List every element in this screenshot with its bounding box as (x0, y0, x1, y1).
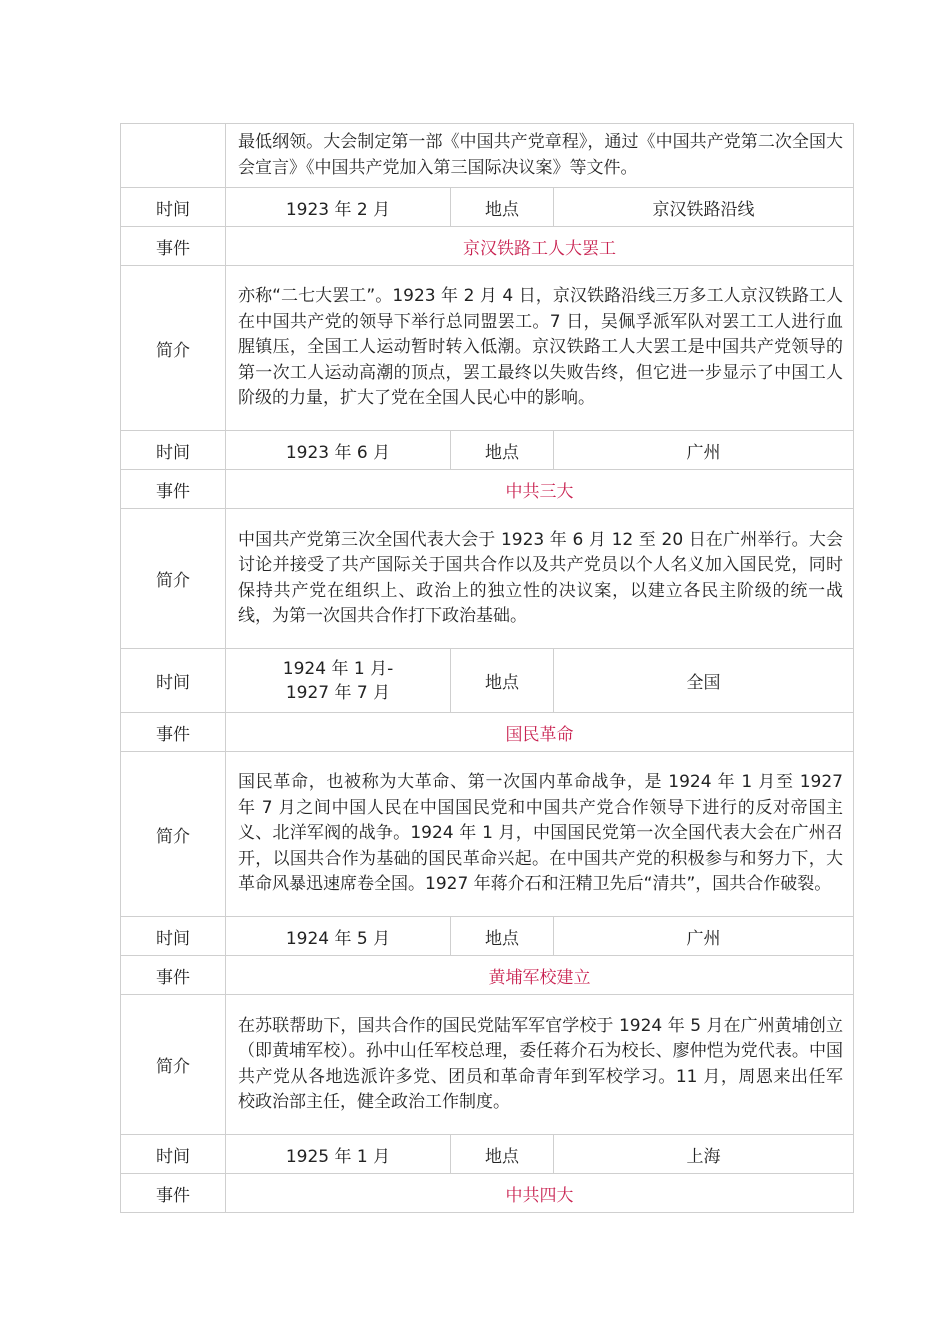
event-title: 国民革命 (225, 712, 854, 752)
intro-row (121, 995, 854, 1135)
intro-label: 简介 (120, 508, 226, 649)
time-label: 时间 (120, 187, 226, 227)
time-value (225, 648, 451, 713)
event-row (121, 956, 854, 995)
place-value: 广州 (553, 916, 854, 956)
place-value: 广州 (553, 430, 854, 470)
intro-text: 在苏联帮助下，国共合作的国民党陆军军官学校于 1924 年 5 月在广州黄埔创立（即黄埔军校）。孙中山任军校总理，委任蒋介石为校长、廖仲恺为党代表。中国共产党从各地选派许多党、团员和革命青年到军校学习。11 月，周恩来出任军校政治部主任，健全政治工作制度。 (225, 994, 854, 1135)
intro-label: 简介 (120, 751, 226, 917)
event-label: 事件 (120, 712, 226, 752)
time-label: 时间 (120, 1134, 226, 1174)
intro-label: 简介 (120, 265, 226, 431)
time-value-line-2: 1927 年 7 月 (285, 682, 391, 703)
place-label: 地点 (450, 648, 554, 713)
time-value: 1923 年 2 月 (225, 187, 451, 227)
time-value: 1923 年 6 月 (225, 430, 451, 470)
place-label: 地点 (450, 187, 554, 227)
intro-row (121, 509, 854, 649)
intro-label: 简介 (120, 994, 226, 1135)
intro-row (121, 752, 854, 917)
timeline-table (121, 124, 854, 1213)
event-label: 事件 (120, 469, 226, 509)
intro-row (121, 266, 854, 431)
event-row (121, 227, 854, 266)
event-row (121, 713, 854, 752)
time-value-line-1: 1924 年 1 月- (282, 658, 394, 679)
event-title: 中共四大 (225, 1173, 854, 1213)
place-label: 地点 (450, 916, 554, 956)
event-title: 黄埔军校建立 (225, 955, 854, 995)
event-title: 京汉铁路工人大罢工 (225, 226, 854, 266)
time-row (121, 431, 854, 470)
continuation-row (121, 124, 854, 188)
intro-text: 亦称“二七大罢工”。1923 年 2 月 4 日，京汉铁路沿线三万多工人京汉铁路工人在中国共产党的领导下举行总同盟罢工。7 日，吴佩孚派军队对罢工工人进行血腥镇压，全国工人运动暂时转入低潮。京汉铁路工人大罢工是中国共产党领导的第一次工人运动高潮的顶点，罢工最终以失败告终，但它进一步显示了中国工人阶级的力量，扩大了党在全国人民心中的影响。 (225, 265, 854, 431)
time-row (121, 649, 854, 713)
time-label: 时间 (120, 430, 226, 470)
time-row (121, 917, 854, 956)
event-row (121, 470, 854, 509)
event-title: 中共三大 (225, 469, 854, 509)
event-label: 事件 (120, 955, 226, 995)
time-value: 1924 年 5 月 (225, 916, 451, 956)
time-row (121, 188, 854, 227)
empty-label-cell (120, 123, 226, 188)
time-value: 1925 年 1 月 (225, 1134, 451, 1174)
continuation-text: 最低纲领。大会制定第一部《中国共产党章程》，通过《中国共产党第二次全国大会宣言》《中国共产党加入第三国际决议案》等文件。 (225, 123, 854, 188)
time-label: 时间 (120, 648, 226, 713)
place-value: 上海 (553, 1134, 854, 1174)
time-row (121, 1135, 854, 1174)
place-label: 地点 (450, 430, 554, 470)
intro-text: 国民革命，也被称为大革命、第一次国内革命战争，是 1924 年 1 月至 1927 年 7 月之间中国人民在中国国民党和中国共产党合作领导下进行的反对帝国主义、北洋军阀的战争。1924 年 1 月，中国国民党第一次全国代表大会在广州召开，以国共合作为基础的国民革命兴起。在中国共产党的积极参与和努力下，大革命风暴迅速席卷全国。1927 年蒋介石和汪精卫先后“清共”，国共合作破裂。 (225, 751, 854, 917)
intro-text: 中国共产党第三次全国代表大会于 1923 年 6 月 12 至 20 日在广州举行。大会讨论并接受了共产国际关于国共合作以及共产党员以个人名义加入国民党，同时保持共产党在组织上、政治上的独立性的决议案，以建立各民主阶级的统一战线，为第一次国共合作打下政治基础。 (225, 508, 854, 649)
event-label: 事件 (120, 1173, 226, 1213)
time-label: 时间 (120, 916, 226, 956)
place-value: 京汉铁路沿线 (553, 187, 854, 227)
place-value: 全国 (553, 648, 854, 713)
place-label: 地点 (450, 1134, 554, 1174)
event-row (121, 1174, 854, 1213)
event-label: 事件 (120, 226, 226, 266)
